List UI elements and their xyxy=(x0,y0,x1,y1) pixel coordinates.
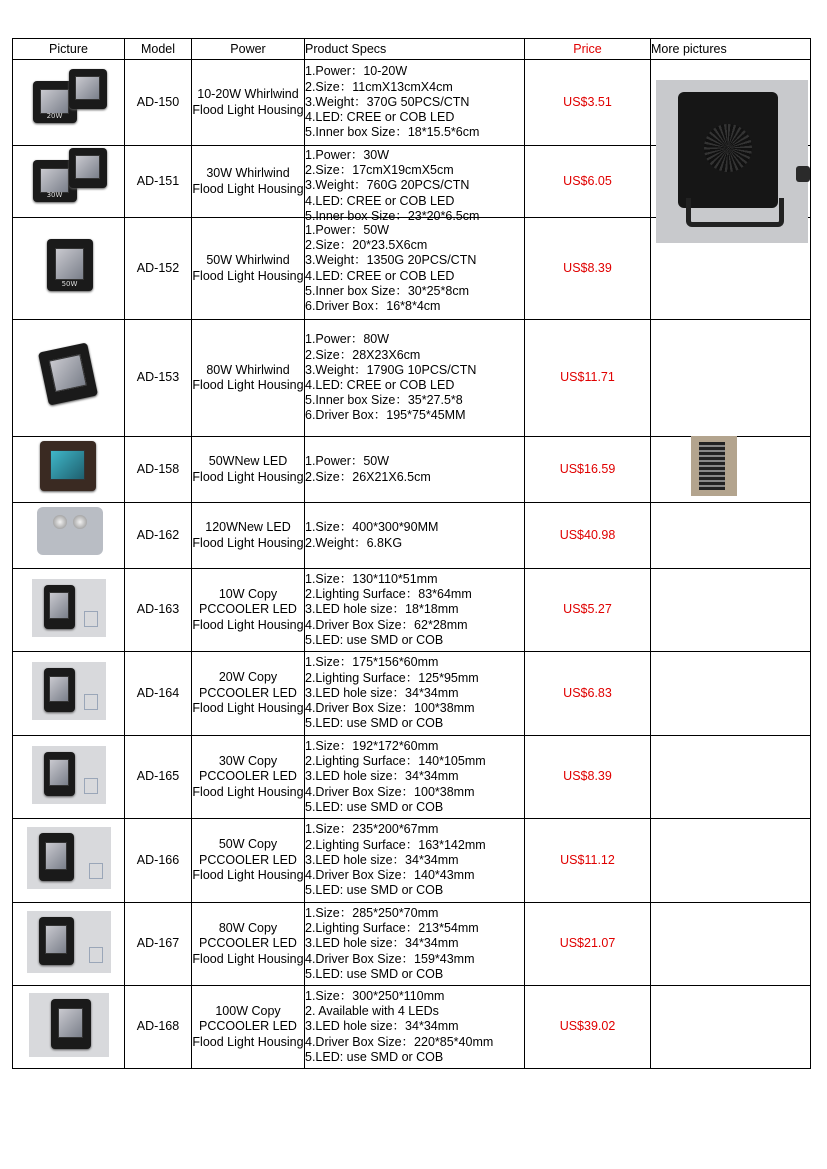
flood-light-with-drawing-icon xyxy=(27,911,111,973)
model-cell: AD-158 xyxy=(125,437,192,503)
spec-line: 2.Size：28X23X6cm xyxy=(305,347,421,362)
spec-line: 2.Lighting Surface：125*95mm xyxy=(305,670,479,685)
blue-lens-flood-light-icon xyxy=(36,437,102,497)
product-specs-cell xyxy=(305,819,525,903)
spec-line: 2.Lighting Surface：83*64mm xyxy=(305,587,472,602)
price-cell: US$5.27 xyxy=(525,569,651,652)
header-price: Price xyxy=(525,39,651,60)
model-cell: AD-165 xyxy=(125,736,192,819)
table-row xyxy=(13,503,811,569)
black-flood-light-icon xyxy=(39,235,99,297)
price-cell: US$39.02 xyxy=(525,986,651,1069)
wattage-badge: 50W xyxy=(61,279,78,288)
model-cell: AD-166 xyxy=(125,819,192,903)
product-picture-cell xyxy=(13,903,125,986)
price-cell: US$16.59 xyxy=(525,437,651,503)
spec-line: 1.Size：130*110*51mm xyxy=(305,571,438,586)
power-cell: 100W Copy PCCOOLER LED Flood Light Housing xyxy=(192,986,305,1069)
product-picture-cell xyxy=(13,503,125,569)
spec-line: 4.Driver Box Size：220*85*40mm xyxy=(305,1034,494,1049)
price-cell: US$11.12 xyxy=(525,819,651,903)
model-cell: AD-162 xyxy=(125,503,192,569)
product-specs-cell xyxy=(305,986,525,1069)
power-cell: 10-20W Whirlwind Flood Light Housing xyxy=(192,60,305,146)
table-row xyxy=(13,819,811,903)
power-cell: 50W Whirlwind Flood Light Housing xyxy=(192,218,305,320)
spec-line: 5.Inner box Size：35*27.5*8 xyxy=(305,393,463,408)
price-cell: US$8.39 xyxy=(525,736,651,819)
spec-line: 5.LED: use SMD or COB xyxy=(305,799,444,814)
product-specs-cell xyxy=(305,60,525,146)
black-flood-light-pair-icon xyxy=(29,146,109,212)
spec-line: 4.Driver Box Size：62*28mm xyxy=(305,617,468,632)
spec-line: 6.Driver Box：16*8*4cm xyxy=(305,298,441,313)
product-specs-cell xyxy=(305,437,525,503)
product-picture-cell xyxy=(13,60,125,146)
spec-line: 3.Weight：760G 20PCS/CTN xyxy=(305,178,470,193)
product-specs-cell xyxy=(305,218,525,320)
spec-line: 1.Power：30W xyxy=(305,148,390,162)
model-cell: AD-168 xyxy=(125,986,192,1069)
price-cell: US$8.39 xyxy=(525,218,651,320)
power-cell: 50WNew LED Flood Light Housing xyxy=(192,437,305,503)
spec-line: 1.Power：50W xyxy=(305,222,390,237)
price-cell: US$21.07 xyxy=(525,903,651,986)
spec-line: 3.Weight：1350G 20PCS/CTN xyxy=(305,253,477,268)
power-cell: 10W Copy PCCOOLER LED Flood Light Housing xyxy=(192,569,305,652)
power-cell: 120WNew LED Flood Light Housing xyxy=(192,503,305,569)
price-cell: US$6.83 xyxy=(525,652,651,736)
spec-line: 3.LED hole size：34*34mm xyxy=(305,852,459,867)
spec-line: 2.Size：26X21X6.5cm xyxy=(305,469,431,484)
model-cell: AD-163 xyxy=(125,569,192,652)
power-cell: 80W Copy PCCOOLER LED Flood Light Housing xyxy=(192,903,305,986)
spec-line: 4.LED: CREE or COB LED xyxy=(305,110,455,125)
spec-line: 1.Power：10-20W xyxy=(305,64,408,79)
spec-line: 5.Inner box Size：30*25*8cm xyxy=(305,283,469,298)
spec-line: 2.Size：11cmX13cmX4cm xyxy=(305,79,453,94)
product-picture-cell xyxy=(13,652,125,736)
spec-line: 4.Driver Box Size：140*43mm xyxy=(305,868,475,883)
table-row xyxy=(13,569,811,652)
power-cell: 20W Copy PCCOOLER LED Flood Light Housing xyxy=(192,652,305,736)
product-picture-cell xyxy=(13,437,125,503)
heat-sink-fins-icon xyxy=(691,436,737,496)
spec-line: 3.LED hole size：34*34mm xyxy=(305,936,459,951)
spec-line: 3.Weight：1790G 10PCS/CTN xyxy=(305,362,477,377)
flood-light-with-drawing-icon xyxy=(32,746,106,804)
spec-line: 4.Driver Box Size：100*38mm xyxy=(305,701,475,716)
spec-line: 1.Power：50W xyxy=(305,454,390,469)
header-power: Power xyxy=(192,39,305,60)
spec-line: 4.Driver Box Size：100*38mm xyxy=(305,784,475,799)
flood-light-with-drawing-icon xyxy=(32,579,106,637)
model-cell: AD-164 xyxy=(125,652,192,736)
model-cell: AD-153 xyxy=(125,320,192,437)
header-row xyxy=(13,39,811,60)
model-cell: AD-151 xyxy=(125,146,192,218)
gray-twin-led-flood-light-icon xyxy=(27,503,111,563)
product-specs-cell xyxy=(305,320,525,437)
more-pictures-cell xyxy=(651,819,811,903)
spec-line: 1.Size：285*250*70mm xyxy=(305,905,439,920)
model-cell: AD-152 xyxy=(125,218,192,320)
spec-line: 1.Power：80W xyxy=(305,332,390,347)
spec-line: 1.Size：235*200*67mm xyxy=(305,822,439,837)
table-row xyxy=(13,320,811,437)
spec-line: 2.Lighting Surface：213*54mm xyxy=(305,921,479,936)
spec-line: 3.LED hole size：34*34mm xyxy=(305,1019,459,1034)
spec-line: 2.Size：20*23.5X6cm xyxy=(305,238,428,253)
more-pictures-cell xyxy=(651,986,811,1069)
spec-line: 1.Size：300*250*110mm xyxy=(305,988,445,1003)
price-cell: US$40.98 xyxy=(525,503,651,569)
more-pictures-cell xyxy=(651,569,811,652)
spec-line: 5.LED: use SMD or COB xyxy=(305,966,444,981)
table-row xyxy=(13,652,811,736)
spec-line: 2.Lighting Surface：163*142mm xyxy=(305,837,486,852)
spec-line: 2. Available with 4 LEDs xyxy=(305,1004,439,1019)
finned-housing-back-icon xyxy=(656,80,808,243)
spec-line: 4.LED: CREE or COB LED xyxy=(305,268,455,283)
header-model: Model xyxy=(125,39,192,60)
more-pictures-cell xyxy=(651,503,811,569)
spec-line: 2.Weight：6.8KG xyxy=(305,535,403,550)
spec-line: 2.Size：17cmX19cmX5cm xyxy=(305,163,454,178)
spec-line: 1.Size：192*172*60mm xyxy=(305,738,439,753)
more-pictures-cell xyxy=(651,320,811,437)
black-flood-light-pair-icon xyxy=(29,67,109,133)
spec-line: 3.Weight：370G 50PCS/CTN xyxy=(305,94,470,109)
black-flood-light-icon xyxy=(37,341,101,411)
more-pictures-cell xyxy=(651,736,811,819)
product-specs-cell xyxy=(305,569,525,652)
product-picture-cell xyxy=(13,320,125,437)
power-cell: 30W Copy PCCOOLER LED Flood Light Housing xyxy=(192,736,305,819)
spec-line: 5.LED: use SMD or COB xyxy=(305,883,444,898)
product-specs-cell xyxy=(305,146,525,223)
spec-line: 6.Driver Box：195*75*45MM xyxy=(305,408,466,423)
power-cell: 30W Whirlwind Flood Light Housing xyxy=(192,146,305,218)
header-picture: Picture xyxy=(13,39,125,60)
table-row xyxy=(13,903,811,986)
flood-light-on-bracket-icon xyxy=(29,993,109,1057)
spec-line: 5.LED: use SMD or COB xyxy=(305,716,444,731)
header-more-pictures: More pictures xyxy=(651,39,811,60)
spec-line: 4.LED: CREE or COB LED xyxy=(305,193,455,208)
price-cell: US$11.71 xyxy=(525,320,651,437)
power-cell: 80W Whirlwind Flood Light Housing xyxy=(192,320,305,437)
more-pictures-cell xyxy=(651,652,811,736)
product-specs-cell xyxy=(305,503,525,569)
spec-line: 3.LED hole size：34*34mm xyxy=(305,685,459,700)
product-picture-cell xyxy=(13,569,125,652)
spec-line: 5.Inner box Size：18*15.5*6cm xyxy=(305,125,480,140)
table-row xyxy=(13,736,811,819)
product-picture-cell xyxy=(13,218,125,320)
model-cell: AD-167 xyxy=(125,903,192,986)
spec-line: 4.Driver Box Size：159*43mm xyxy=(305,951,475,966)
spec-line: 4.LED: CREE or COB LED xyxy=(305,378,455,392)
spec-line: 3.LED hole size：18*18mm xyxy=(305,602,459,617)
table-row xyxy=(13,986,811,1069)
price-cell: US$6.05 xyxy=(525,146,651,218)
flood-light-with-drawing-icon xyxy=(32,662,106,720)
more-pictures-cell xyxy=(651,903,811,986)
price-cell: US$3.51 xyxy=(525,60,651,146)
product-specs-cell xyxy=(305,736,525,819)
product-picture-cell xyxy=(13,736,125,819)
power-cell: 50W Copy PCCOOLER LED Flood Light Housing xyxy=(192,819,305,903)
product-picture-cell xyxy=(13,819,125,903)
spec-line: 1.Size：175*156*60mm xyxy=(305,655,439,670)
product-picture-cell xyxy=(13,986,125,1069)
spec-line: 5.LED: use SMD or COB xyxy=(305,1049,444,1064)
spec-line: 3.LED hole size：34*34mm xyxy=(305,769,459,784)
spec-line: 5.Inner box Size：23*20*6.5cm xyxy=(305,208,480,223)
spec-line: 5.LED: use SMD or COB xyxy=(305,632,444,647)
model-cell: AD-150 xyxy=(125,60,192,146)
product-picture-cell xyxy=(13,146,125,218)
spec-line: 1.Size：400*300*90MM xyxy=(305,520,439,535)
header-product-specs: Product Specs xyxy=(305,39,525,60)
spec-line: 2.Lighting Surface：140*105mm xyxy=(305,754,486,769)
wattage-badge: 30W xyxy=(46,191,63,200)
wattage-badge: 20W xyxy=(46,112,63,121)
flood-light-with-drawing-icon xyxy=(27,827,111,889)
product-specs-cell xyxy=(305,903,525,986)
product-specs-cell xyxy=(305,652,525,736)
